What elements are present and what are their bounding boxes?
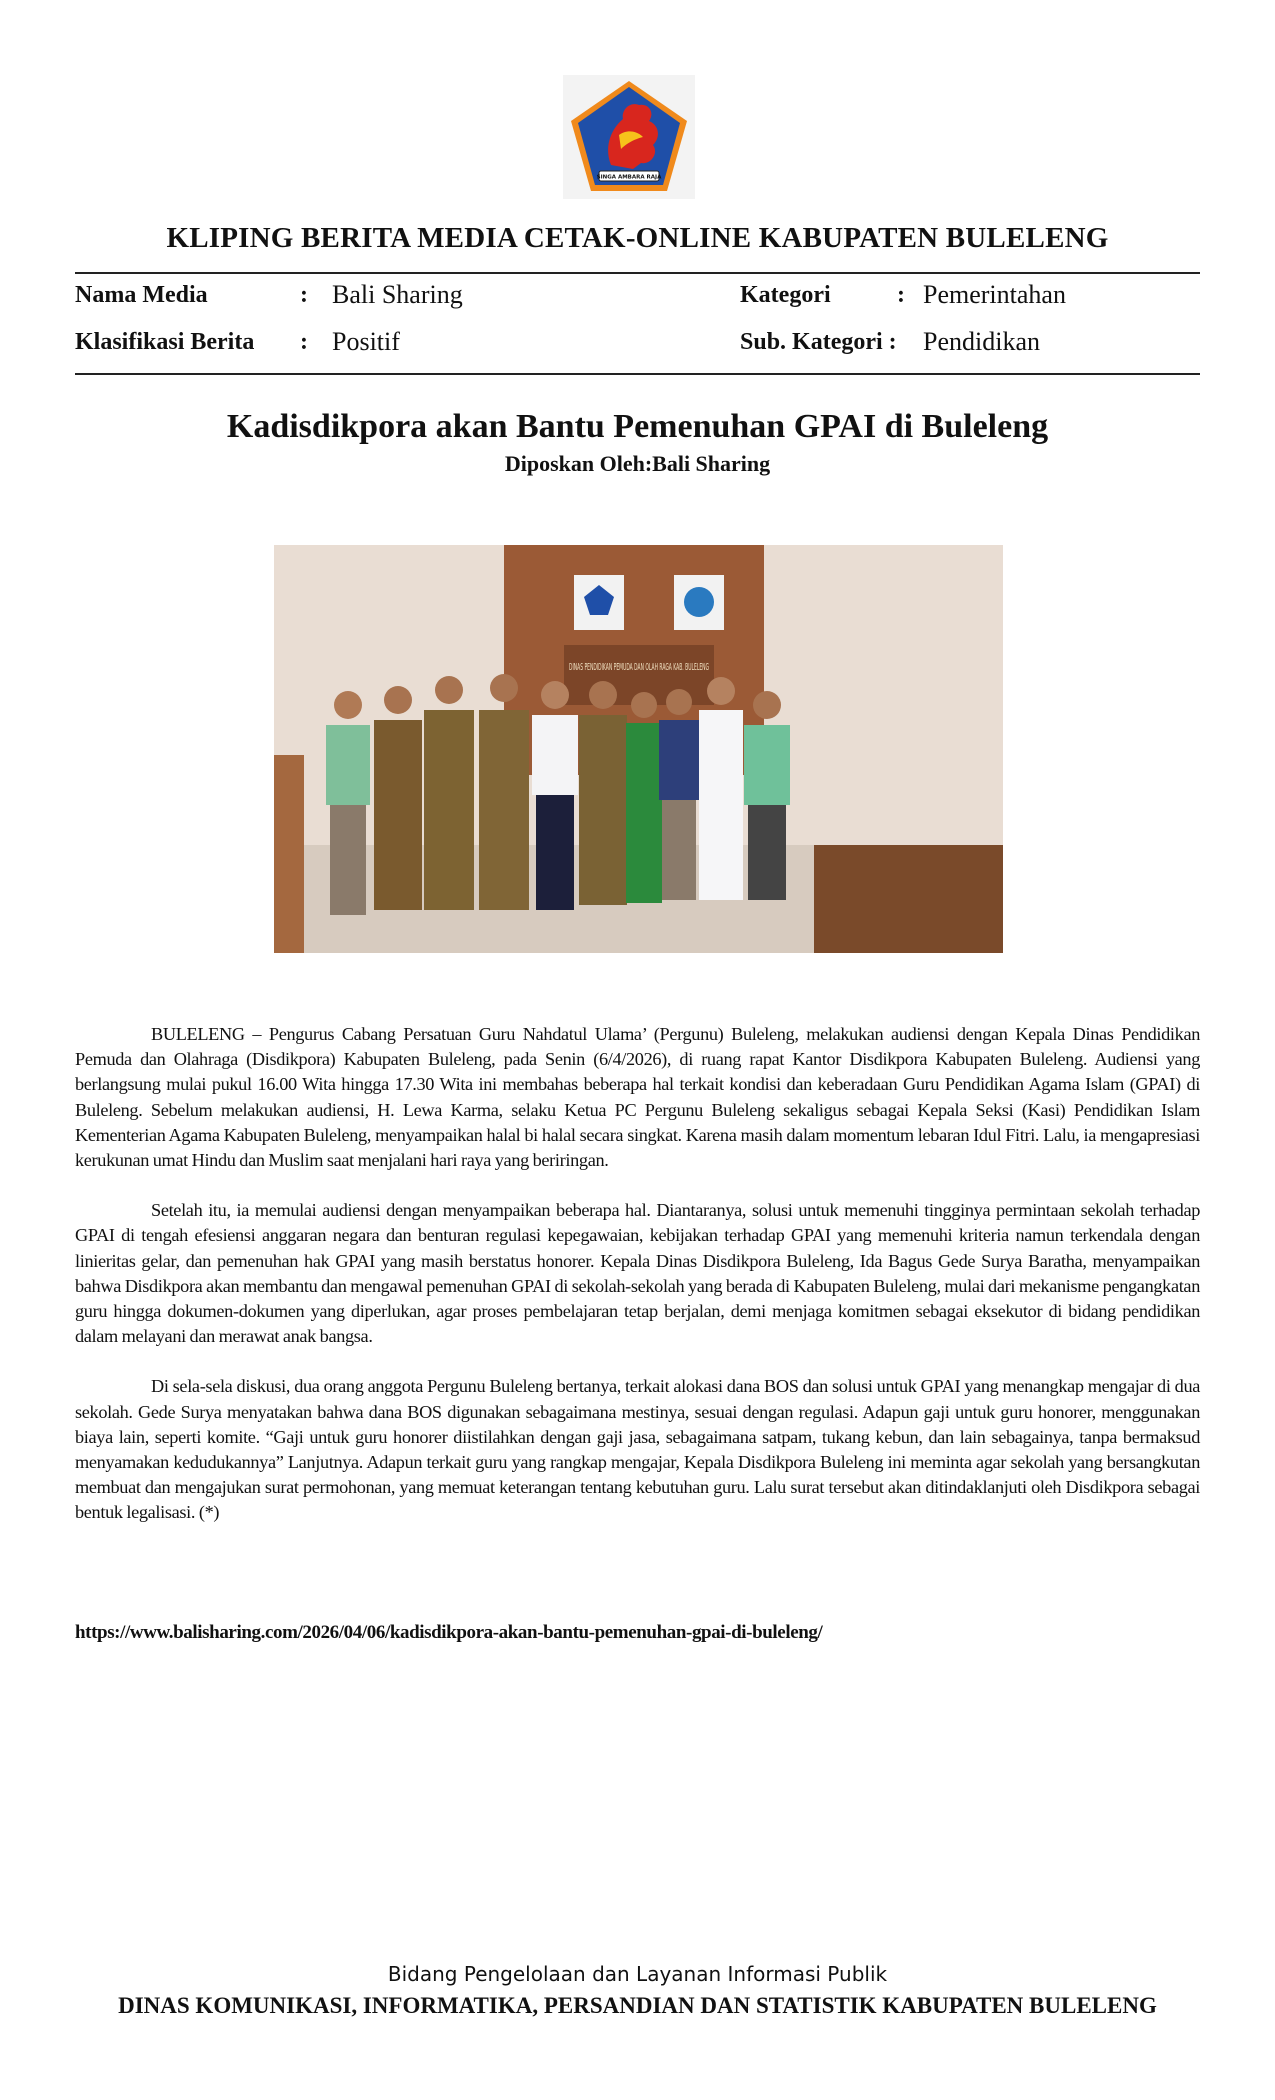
colon: : [300, 329, 308, 355]
colon: : [300, 282, 308, 308]
footer-agency: DINAS KOMUNIKASI, INFORMATIKA, PERSANDIAN DAN STATISTIK KABUPATEN BULELENG [118, 1993, 1157, 2018]
subkategori-value: Pendidikan [923, 327, 1040, 356]
document-title: KLIPING BERITA MEDIA CETAK-ONLINE KABUPATEN BULELENG [166, 222, 1109, 254]
paragraph: Setelah itu, ia memulai audiensi dengan menyampaikan beberapa hal. Diantaranya, solusi untuk memenuhi tingginya permintaan sekolah terhadap GPAI di tengah efesiensi anggaran negara dan benturan regulasi kepegawaian, kebijakan terhadap GPAI yang memenuhi kriteria namun terkendala dengan linieritas gelar, dan pemenuhan hak GPAI yang masih berstatus honorer. Kepala Dinas Disdikpora Buleleng, Ida Bagus Gede Surya Baratha, menyampaikan bahwa Disdikpora akan membantu dan mengawal pemenuhan GPAI di sekolah-sekolah yang berada di Kabupaten Buleleng, mulai dari mekanisme pengangkatan guru hingga dokumen-dokumen yang diperlukan, agar proses pembelajaran tetap berjalan, demi menjaga komitmen sebagai eksekutor di bidang pendidikan dalam melayani dan merawat anak bangsa. [75, 1200, 1200, 1347]
divider-bottom [75, 373, 1200, 375]
logo-motto: SINGA AMBARA RAJA [596, 174, 662, 181]
colon: : [897, 282, 905, 308]
klasifikasi-label: Klasifikasi Berita [75, 329, 255, 355]
article-byline: Diposkan Oleh:Bali Sharing [504, 451, 771, 476]
footer-department: Bidang Pengelolaan dan Layanan Informasi Publik [387, 1962, 888, 1986]
subkategori-label: Sub. Kategori : [740, 329, 897, 355]
media-value: Bali Sharing [332, 280, 463, 309]
media-label: Nama Media [75, 282, 208, 308]
article-body [75, 1022, 1200, 1551]
buleleng-regency-logo [563, 75, 695, 199]
article-headline: Kadisdikpora akan Bantu Pemenuhan GPAI di Buleleng [226, 408, 1049, 445]
paragraph: Di sela-sela diskusi, dua orang anggota Pergunu Buleleng bertanya, terkait alokasi dana BOS dan solusi untuk GPAI yang menangkap mengajar di dua sekolah. Gede Surya menyatakan bahwa dana BOS digunakan sebagaimana mestinya, sesuai dengan regulasi. Adapun gaji untuk guru honorer, menggunakan biaya lain, seperti komite. “Gaji untuk guru honorer diistilahkan dengan gaji jasa, sebagaimana satpam, tukang kebun, dan lain sebagainya, tanpa bermaksud menyamakan kedudukannya” Lanjutnya. Adapun terkait guru yang rangkap mengajar, Kepala Disdikpora Buleleng ini meminta agar sekolah yang bersangkutan membuat dan mengajukan surat permohonan, yang memuat keterangan tentang kebutuhan guru. Lalu surat tersebut akan ditindaklanjuti oleh Disdikpora sebagai bentuk legalisasi. (*) [75, 1376, 1200, 1523]
klasifikasi-value: Positif [332, 327, 400, 356]
kategori-value: Pemerintahan [923, 280, 1066, 309]
paragraph: BULELENG – Pengurus Cabang Persatuan Guru Nahdatul Ulama’ (Pergunu) Buleleng, melakukan audiensi dengan Kepala Dinas Pendidikan Pemuda dan Olahraga (Disdikpora) Kabupaten Buleleng, pada Senin (6/4/2026), di ruang rapat Kantor Disdikpora Kabupaten Buleleng. Audiensi yang berlangsung mulai pukul 16.00 Wita hingga 17.30 Wita ini membahas beberapa hal terkait kondisi dan keberadaan Guru Pendidikan Agama Islam (GPAI) di Buleleng. Sebelum melakukan audiensi, H. Lewa Karma, selaku Ketua PC Pergunu Buleleng sekaligus sebagai Kepala Seksi (Kasi) Pendidikan Islam Kementerian Agama Kabupaten Buleleng, menyampaikan halal bi halal secara singkat. Karena masih dalam momentum lebaran Idul Fitri. Lalu, ia mengapresiasi kerukunan umat Hindu dan Muslim saat menjalani hari raya yang beriringan. [75, 1024, 1200, 1171]
article-photo [274, 545, 1003, 953]
photo-sign: DINAS PENDIDIKAN PEMUDA DAN OLAH RAGA KAB. BULELENG [569, 662, 709, 673]
kategori-label: Kategori [740, 282, 831, 308]
divider-top [75, 272, 1200, 274]
source-link[interactable]: https://www.balisharing.com/2026/04/06/kadisdikpora-akan-bantu-pemenuhan-gpai-di-buleleng/ [75, 1622, 823, 1643]
